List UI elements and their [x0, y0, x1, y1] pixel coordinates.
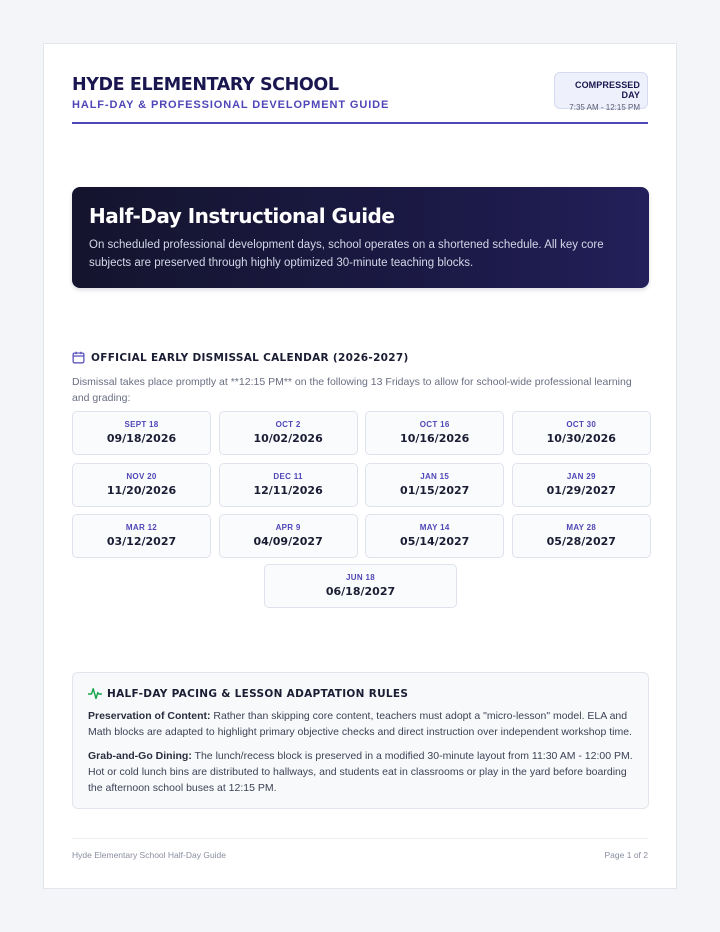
date-cell	[219, 411, 358, 455]
badge-title: COMPRESSED DAY	[574, 80, 640, 100]
document-header	[72, 72, 648, 124]
date-label: OCT 2	[275, 420, 301, 429]
calendar-section-title: OFFICIAL EARLY DISMISSAL CALENDAR (2026-2027)	[91, 351, 409, 364]
compressed-day-badge	[554, 72, 648, 112]
rule-label: Preservation of Content:	[88, 710, 211, 722]
page-footer	[72, 838, 648, 860]
date-label: OCT 16	[419, 420, 450, 429]
date-cell	[219, 463, 358, 507]
date-label: MAY 28	[566, 523, 597, 532]
document-page	[43, 43, 677, 889]
date-value: 05/28/2027	[546, 535, 616, 548]
rules-heading	[88, 687, 633, 700]
calendar-section-heading	[72, 351, 409, 364]
date-cell	[512, 411, 651, 455]
date-value: 09/18/2026	[106, 432, 177, 445]
rule-text: Rather than skipping core content, teachers must adopt a "micro-lesson" model. ELA and Math blocks are adapted to highlight primary objective checks and direct instruction over independent workshop time.	[88, 710, 632, 738]
rule-text: The lunch/recess block is preserved in a modified 30-minute layout from 11:30 AM - 12:00 PM. Hot or cold lunch bins are distributed to hallways, and students eat in classrooms or play in the yard before boarding the afternoon school buses at 12:15 PM.	[88, 750, 633, 794]
date-label: OCT 30	[566, 420, 597, 429]
date-cell	[365, 463, 504, 507]
badge-time: 7:35 AM - 12:15 PM	[569, 103, 640, 112]
date-cell-last	[264, 564, 457, 608]
date-label: MAR 12	[125, 523, 158, 532]
guide-subtitle: HALF-DAY & PROFESSIONAL DEVELOPMENT GUIDE	[72, 99, 390, 111]
date-label: DEC 11	[273, 471, 303, 481]
date-cell	[72, 463, 211, 507]
date-cell	[72, 411, 211, 455]
date-value: 03/12/2027	[106, 535, 177, 548]
date-cell	[512, 463, 651, 507]
rules-title: HALF-DAY PACING & LESSON ADAPTATION RULES	[107, 687, 409, 700]
date-cell	[219, 514, 358, 558]
dismissal-date-grid	[72, 411, 649, 558]
hero-title: Half-Day Instructional Guide	[89, 204, 395, 228]
pulse-icon	[88, 687, 102, 700]
rule-grab-and-go-dining	[88, 748, 633, 796]
date-label: NOV 20	[126, 471, 157, 481]
school-name: HYDE ELEMENTARY SCHOOL	[72, 75, 339, 95]
hero-banner	[72, 187, 649, 288]
date-label: SEPT 18	[124, 420, 159, 429]
date-value: 10/16/2026	[400, 432, 470, 445]
date-value: 06/18/2027	[325, 585, 396, 598]
date-value: 10/30/2026	[546, 432, 616, 445]
rule-content-preservation	[88, 708, 633, 740]
date-label: APR 9	[275, 523, 301, 532]
hero-text: On scheduled professional development days, school operates on a shortened schedule. All key core subjects are preserved through highly optimized 30-minute teaching blocks.	[89, 239, 604, 269]
date-value: 05/14/2027	[400, 535, 470, 548]
date-label: JAN 29	[566, 471, 596, 481]
date-cell	[365, 514, 504, 558]
calendar-intro: Dismissal takes place promptly at **12:15 PM** on the following 13 Fridays to allow for school-wide professional learning and grading:	[72, 376, 632, 404]
date-value: 10/02/2026	[253, 432, 323, 445]
date-label: MAY 14	[419, 523, 450, 532]
date-value: 11/20/2026	[106, 483, 177, 497]
date-value: 01/29/2027	[546, 483, 616, 497]
calendar-icon	[72, 351, 85, 364]
page-number: Page 1 of 2	[604, 850, 648, 860]
date-cell	[72, 514, 211, 558]
date-value: 04/09/2027	[253, 535, 323, 548]
date-label: JUN 18	[346, 573, 375, 582]
date-label: JAN 15	[420, 471, 450, 481]
footer-title: Hyde Elementary School Half-Day Guide	[72, 850, 227, 860]
date-cell	[365, 411, 504, 455]
rule-label: Grab-and-Go Dining:	[88, 750, 192, 762]
date-cell	[512, 514, 651, 558]
date-value: 12/11/2026	[253, 483, 323, 497]
date-value: 01/15/2027	[400, 483, 470, 497]
pacing-rules-box	[72, 672, 649, 809]
